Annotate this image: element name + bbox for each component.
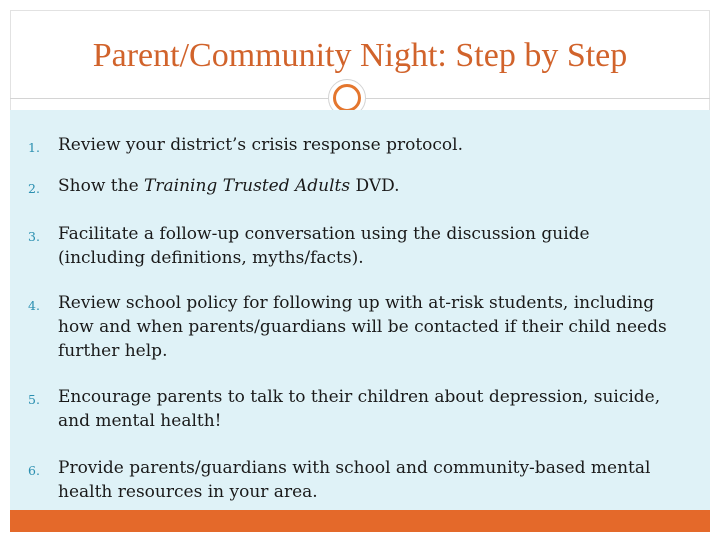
step-text-start: Show the [58,176,145,196]
step-text [58,174,682,198]
step-number: 6. [28,463,40,478]
dvd-title: Training Trusted Adults [144,176,351,196]
step-item-3 [28,222,682,270]
step-text: Facilitate a follow-up conversation using the discussion guide (including definitions, myths/facts). [58,224,590,268]
step-item-1 [28,133,682,157]
slide-title: Parent/Community Night: Step by Step [92,37,628,74]
step-item-5 [28,385,682,433]
step-number: 5. [28,392,40,407]
step-number: 4. [28,298,40,313]
step-text: Provide parents/guardians with school and community-based mental health resources in your area. [58,458,651,502]
footer-accent-bar [10,510,710,532]
step-number: 2. [28,181,40,196]
step-text: Encourage parents to talk to their children about depression, suicide, and mental health! [58,387,661,431]
step-text-end: DVD. [350,176,400,196]
step-text: Review your district’s crisis response protocol. [58,135,464,155]
step-item-2 [28,174,682,198]
content-panel [10,110,710,510]
step-number: 3. [28,229,40,244]
step-item-6 [28,456,682,504]
step-item-4 [28,291,682,363]
step-text: Review school policy for following up with at-risk students, including how and when parents/guardians will be contacted if their child needs further help. [58,293,667,361]
step-number: 1. [28,140,40,155]
